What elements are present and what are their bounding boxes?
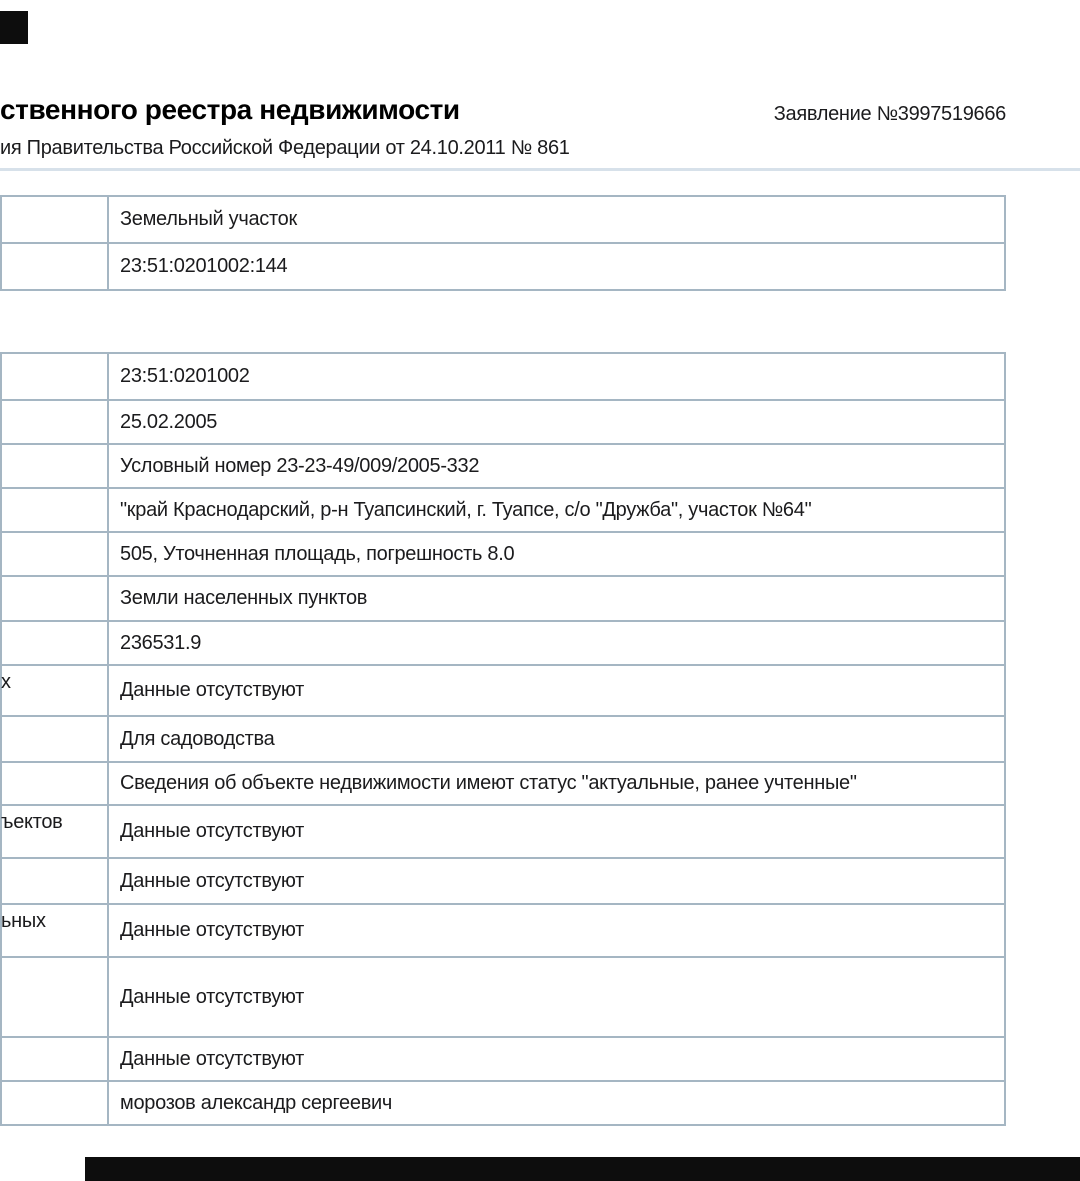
row-value: Для садоводства [120,727,275,750]
row-value-cell [109,401,1004,443]
table-row [2,859,1004,905]
row-value: Сведения об объекте недвижимости имеют статус "актуальные, ранее учтенные" [120,772,857,794]
row-value-cell [109,445,1004,487]
row-value-cell [109,905,1004,956]
row-label-cell [2,622,109,664]
table-row [2,489,1004,533]
row-value-cell [109,666,1004,715]
table-row [2,197,1004,244]
row-value-cell [109,577,1004,620]
document-title-cropped: ственного реестра недвижимости [0,94,460,125]
row-label-fragment: х [1,671,11,693]
row-label-cell [2,1038,109,1080]
row-value: 23:51:0201002:144 [120,255,288,277]
object-details-table [0,352,1006,1126]
row-label-cell [2,1082,109,1124]
row-label-cell [2,763,109,804]
table-row [2,666,1004,717]
row-value: 236531.9 [120,631,202,654]
row-value-cell [109,763,1004,804]
table-row [2,958,1004,1038]
row-value: Данные отсутствуют [120,1047,305,1070]
row-value-cell [109,244,1004,289]
table-row [2,717,1004,763]
table-row [2,622,1004,666]
row-value: Данные отсутствуют [120,985,305,1008]
table-row [2,401,1004,445]
row-label-cell [2,806,109,857]
table-row [2,1038,1004,1082]
row-value: Земельный участок [120,208,297,230]
row-value-cell [109,1082,1004,1124]
application-number: Заявление №3997519666 [773,103,1006,125]
row-value-cell [109,958,1004,1036]
row-label-cell [2,197,109,242]
row-value-cell [109,533,1004,575]
row-value: морозов александр сергеевич [120,1091,393,1114]
row-value: Земли населенных пунктов [120,587,368,609]
row-label-fragment: ьных [1,910,46,932]
row-label-cell [2,244,109,289]
row-value-cell [109,806,1004,857]
row-value-cell [109,197,1004,242]
table-row [2,533,1004,577]
header-divider-line [0,168,1080,171]
row-value: Условный номер 23-23-49/009/2005-332 [120,454,480,477]
row-label-cell [2,445,109,487]
row-label-fragment: ъектов [1,811,63,833]
row-value: "край Краснодарский, р-н Туапсинский, г. Туапсе, с/о "Дружба", участок №64" [120,498,812,521]
table-row [2,354,1004,401]
object-summary-table [0,195,1006,291]
row-value: 25.02.2005 [120,410,218,433]
row-value: 23:51:0201002 [120,365,250,387]
row-label-cell [2,905,109,956]
table-row [2,244,1004,289]
row-label-cell [2,859,109,903]
row-label-cell [2,533,109,575]
row-value: 505, Уточненная площадь, погрешность 8.0 [120,542,515,565]
row-label-cell [2,958,109,1036]
row-value: Данные отсутствуют [120,820,305,842]
row-value-cell [109,1038,1004,1080]
row-value: Данные отсутствуют [120,679,305,701]
row-value-cell [109,489,1004,531]
table-row [2,1082,1004,1124]
row-value: Данные отсутствуют [120,869,305,892]
table-row [2,445,1004,489]
table-row [2,905,1004,958]
row-label-cell [2,577,109,620]
row-label-cell [2,354,109,399]
table-row [2,577,1004,622]
row-value-cell [109,622,1004,664]
row-label-cell [2,489,109,531]
row-label-cell [2,717,109,761]
row-value-cell [109,717,1004,761]
table-row [2,806,1004,859]
table-row [2,763,1004,806]
row-label-cell [2,401,109,443]
viewer-chrome-bottom-bar [85,1157,1080,1181]
row-value: Данные отсутствуют [120,919,305,941]
row-value-cell [109,354,1004,399]
document-subtitle-cropped: ия Правительства Российской Федерации от 24.10.2011 № 861 [0,137,570,159]
row-label-cell [2,666,109,715]
row-value-cell [109,859,1004,903]
viewer-chrome-top-left-fragment [0,11,28,44]
